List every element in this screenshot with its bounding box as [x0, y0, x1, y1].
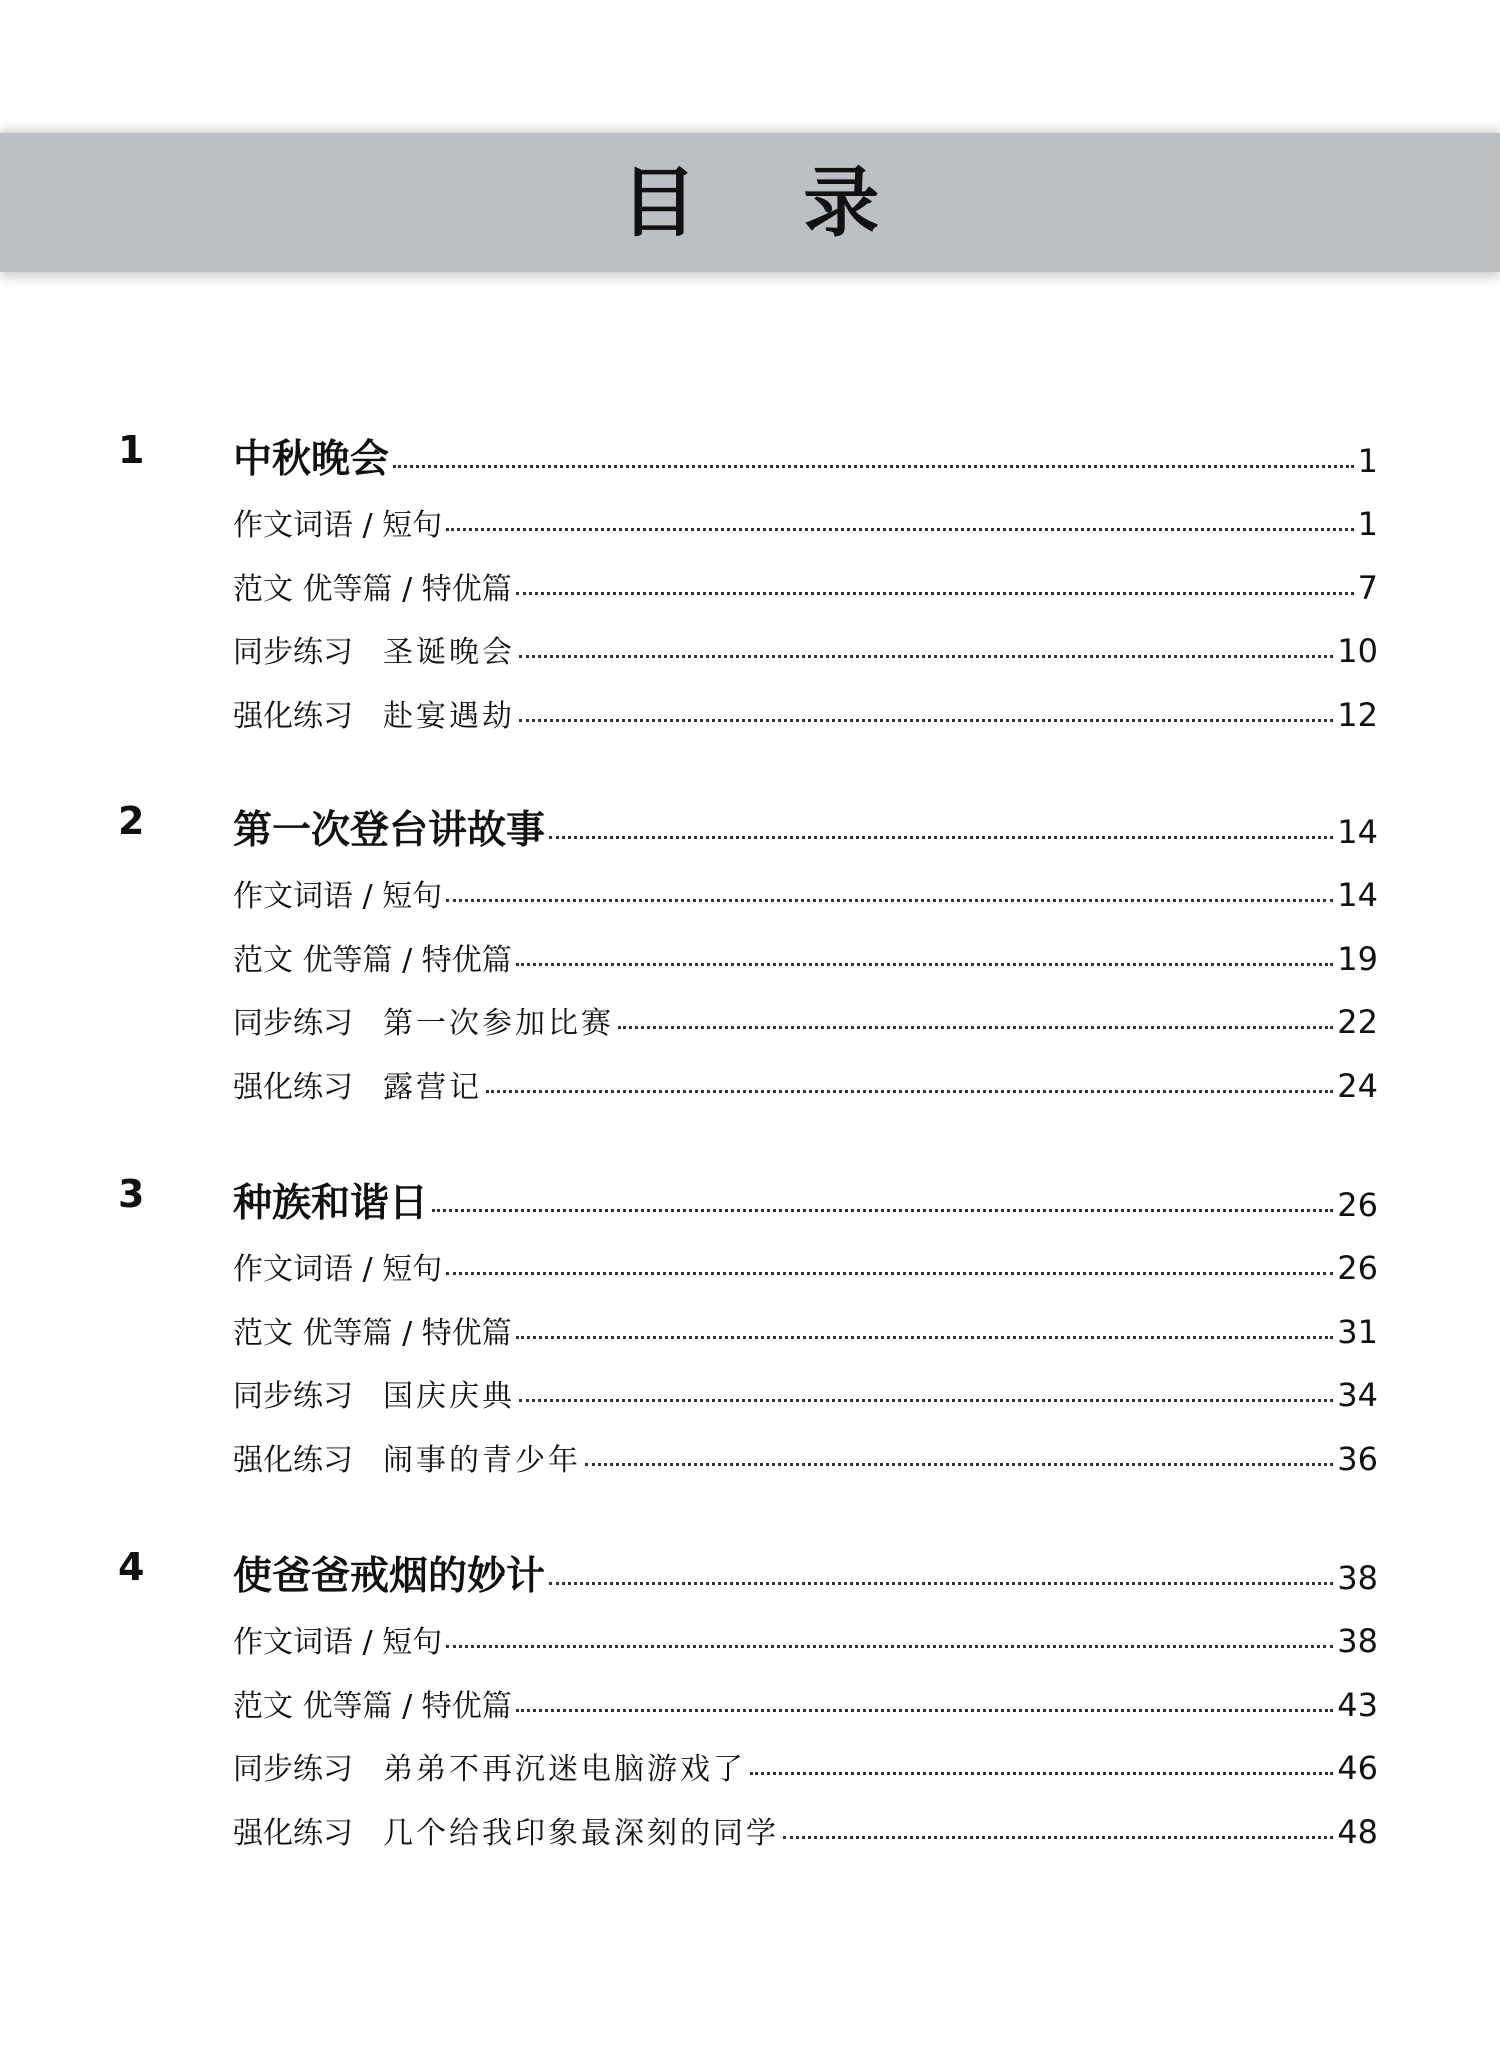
page-number: 36	[1337, 1439, 1378, 1478]
entry-title: 露营记	[383, 1069, 482, 1105]
entry-label: 同步练习	[233, 1379, 353, 1414]
page-number: 26	[1337, 1186, 1378, 1224]
page-number: 22	[1337, 1003, 1378, 1041]
page-number: 10	[1337, 632, 1378, 670]
entry-title: 赴宴遇劫	[383, 698, 515, 734]
toc-entry[interactable]	[233, 871, 1378, 915]
dot-leader	[446, 1272, 1333, 1275]
entry-label: 范文 优等篇 / 特优篇	[233, 1315, 512, 1351]
chapter-number: 3	[118, 1172, 145, 1216]
dot-leader	[486, 1090, 1333, 1093]
entry-label: 作文词语 / 短句	[233, 1625, 443, 1660]
toc-entry[interactable]	[233, 1062, 1378, 1106]
page-number: 7	[1357, 568, 1378, 607]
dot-leader	[519, 1399, 1333, 1402]
page-number: 43	[1337, 1685, 1378, 1724]
dot-leader	[516, 592, 1354, 595]
entry-title: 弟弟不再沉迷电脑游戏了	[383, 1752, 746, 1787]
toc-entry[interactable]	[233, 935, 1378, 979]
dot-leader	[618, 1026, 1333, 1029]
dot-leader	[519, 655, 1333, 658]
dot-leader	[783, 1836, 1333, 1839]
chapter-title: 种族和谐日	[233, 1181, 429, 1226]
chapter-number: 4	[118, 1545, 145, 1589]
dot-leader	[549, 1582, 1333, 1585]
toc-entry[interactable]	[233, 500, 1378, 544]
entry-label: 强化练习	[233, 1069, 353, 1105]
entry-title: 闹事的青少年	[383, 1442, 581, 1478]
entry-label: 作文词语 / 短句	[233, 1252, 443, 1287]
page-number: 12	[1337, 695, 1378, 734]
dot-leader	[446, 1645, 1333, 1648]
title-band	[0, 133, 1500, 272]
toc-entry[interactable]	[233, 1744, 1378, 1788]
toc-entry[interactable]	[233, 1371, 1378, 1415]
toc-entry[interactable]	[233, 998, 1378, 1042]
toc-entry[interactable]	[233, 1681, 1378, 1725]
entry-label: 范文 优等篇 / 特优篇	[233, 942, 512, 978]
entry-label: 同步练习	[233, 1752, 353, 1787]
toc-entry[interactable]	[233, 691, 1378, 735]
chapter-number: 1	[118, 428, 145, 472]
entry-label: 范文 优等篇 / 特优篇	[233, 1688, 512, 1724]
toc-entry[interactable]	[233, 627, 1378, 671]
dot-leader	[516, 963, 1334, 966]
page-number: 48	[1337, 1812, 1378, 1851]
toc-entry[interactable]	[233, 1808, 1378, 1852]
dot-leader	[516, 1709, 1334, 1712]
page-number: 19	[1337, 939, 1378, 978]
dot-leader	[393, 465, 1354, 468]
dot-leader	[549, 836, 1333, 839]
page-number: 38	[1337, 1622, 1378, 1660]
chapter-title: 中秋晚会	[233, 437, 390, 482]
page-number: 14	[1337, 813, 1378, 851]
toc-entry[interactable]	[233, 564, 1378, 608]
toc-entry-chapter[interactable]	[233, 428, 1378, 484]
page-number: 24	[1337, 1066, 1378, 1105]
entry-label: 强化练习	[233, 1442, 353, 1478]
entry-label: 范文 优等篇 / 特优篇	[233, 571, 512, 607]
dot-leader	[516, 1336, 1334, 1339]
chapter-title: 第一次登台讲故事	[233, 808, 546, 853]
entry-title: 第一次参加比赛	[383, 1006, 614, 1041]
toc-entry[interactable]	[233, 1244, 1378, 1288]
entry-title: 几个给我印象最深刻的同学	[383, 1815, 779, 1851]
dot-leader	[446, 899, 1333, 902]
dot-leader	[446, 528, 1353, 531]
page-number: 1	[1357, 505, 1378, 543]
page-number: 14	[1337, 876, 1378, 914]
dot-leader	[519, 719, 1333, 722]
toc-entry[interactable]	[233, 1617, 1378, 1661]
entry-label: 作文词语 / 短句	[233, 879, 443, 914]
page-number: 26	[1337, 1249, 1378, 1287]
entry-title: 国庆庆典	[383, 1379, 515, 1414]
entry-label: 强化练习	[233, 1815, 353, 1851]
dot-leader	[585, 1463, 1333, 1466]
dot-leader	[432, 1209, 1333, 1212]
toc-entry-chapter[interactable]	[233, 1545, 1378, 1601]
entry-label: 强化练习	[233, 698, 353, 734]
page-number: 34	[1337, 1376, 1378, 1414]
toc-entry[interactable]	[233, 1435, 1378, 1479]
dot-leader	[750, 1772, 1333, 1775]
toc-entry[interactable]	[233, 1308, 1378, 1352]
toc-entry-chapter[interactable]	[233, 799, 1378, 855]
entry-label: 同步练习	[233, 635, 353, 670]
chapter-number: 2	[118, 799, 145, 843]
entry-label: 同步练习	[233, 1006, 353, 1041]
entry-title: 圣诞晚会	[383, 635, 515, 670]
page-number: 31	[1337, 1312, 1378, 1351]
page-title: 目 录	[620, 158, 920, 247]
page-number: 46	[1337, 1749, 1378, 1787]
chapter-title: 使爸爸戒烟的妙计	[233, 1554, 546, 1599]
toc-entry-chapter[interactable]	[233, 1172, 1378, 1228]
page-number: 38	[1337, 1559, 1378, 1597]
page-number: 1	[1357, 442, 1378, 480]
entry-label: 作文词语 / 短句	[233, 508, 443, 543]
